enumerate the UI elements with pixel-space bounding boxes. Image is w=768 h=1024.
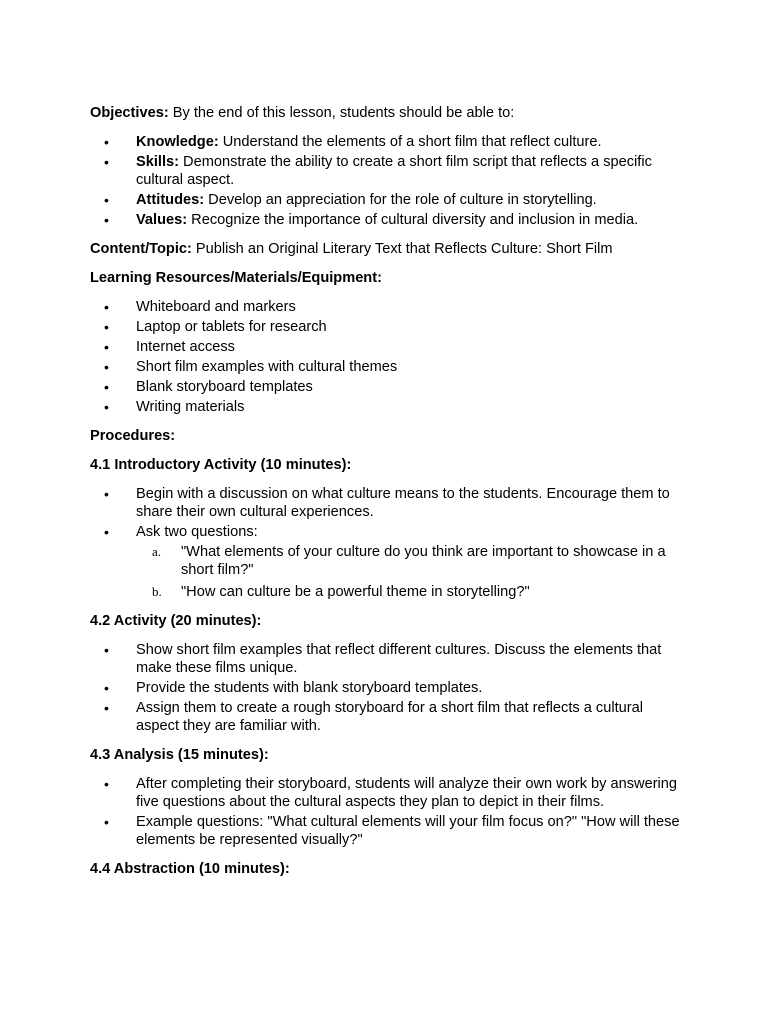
objective-text: Demonstrate the ability to create a short film script that reflects a specific cultural aspect. bbox=[136, 154, 652, 188]
objective-text: Develop an appreciation for the role of culture in storytelling. bbox=[204, 192, 597, 208]
question-text: "What elements of your culture do you think are important to showcase in a short film?" bbox=[181, 544, 666, 578]
objective-label: Attitudes: bbox=[136, 192, 205, 208]
resources-heading: Learning Resources/Materials/Equipment: bbox=[90, 270, 382, 286]
procedures-heading: Procedures: bbox=[90, 428, 176, 444]
question-text: "How can culture be a powerful theme in storytelling?" bbox=[181, 584, 530, 600]
analysis-list bbox=[90, 775, 680, 849]
content-topic-text: Publish an Original Literary Text that Reflects Culture: Short Film bbox=[191, 241, 613, 257]
objective-label: Values: bbox=[136, 212, 188, 228]
list-item: • Example questions: "What cultural elements will your film focus on?" "How will these elements be represented visually?" bbox=[90, 813, 680, 849]
resources-list bbox=[90, 298, 680, 416]
content-topic-label: Content/Topic: bbox=[90, 241, 192, 257]
objective-text: Understand the elements of a short film that reflect culture. bbox=[218, 134, 602, 150]
abstraction-heading: 4.4 Abstraction (10 minutes): bbox=[90, 861, 290, 877]
list-item: • Short film examples with cultural themes bbox=[90, 358, 680, 376]
questions-list bbox=[136, 543, 680, 601]
list-item bbox=[90, 211, 680, 229]
list-item: • Laptop or tablets for research bbox=[90, 318, 680, 336]
lesson-plan-document bbox=[90, 104, 680, 889]
list-item: • Show short film examples that reflect different cultures. Discuss the elements that make these films unique. bbox=[90, 641, 680, 677]
question-item bbox=[136, 543, 680, 579]
activity-heading: 4.2 Activity (20 minutes): bbox=[90, 613, 262, 629]
list-item bbox=[90, 523, 680, 601]
list-item: • Provide the students with blank storyboard templates. bbox=[90, 679, 680, 697]
objectives-intro: By the end of this lesson, students should be able to: bbox=[168, 105, 515, 121]
objective-label: Skills: bbox=[136, 154, 179, 170]
ask-questions-text: Ask two questions: bbox=[136, 524, 258, 540]
objectives-label: Objectives: bbox=[90, 105, 169, 121]
list-item: • Writing materials bbox=[90, 398, 680, 416]
introductory-activity-heading: 4.1 Introductory Activity (10 minutes): bbox=[90, 457, 352, 473]
question-item bbox=[136, 583, 680, 601]
analysis-heading: 4.3 Analysis (15 minutes): bbox=[90, 747, 269, 763]
list-item: • After completing their storyboard, students will analyze their own work by answering five questions about the cultural aspects they plan to depict in their films. bbox=[90, 775, 680, 811]
list-item bbox=[90, 191, 680, 209]
objectives-paragraph bbox=[90, 104, 680, 122]
list-item bbox=[90, 153, 680, 189]
question-marker: b. bbox=[152, 584, 162, 599]
list-item: • Internet access bbox=[90, 338, 680, 356]
activity-list bbox=[90, 641, 680, 735]
objective-label: Knowledge: bbox=[136, 134, 219, 150]
list-item: • Blank storyboard templates bbox=[90, 378, 680, 396]
objectives-list bbox=[90, 133, 680, 229]
introductory-activity-list bbox=[90, 485, 680, 601]
list-item: • Whiteboard and markers bbox=[90, 298, 680, 316]
content-topic-paragraph bbox=[90, 240, 680, 258]
list-item bbox=[90, 133, 680, 151]
list-item: • Begin with a discussion on what culture means to the students. Encourage them to share their own cultural experiences. bbox=[90, 485, 680, 521]
question-marker: a. bbox=[152, 544, 162, 559]
list-item: • Assign them to create a rough storyboard for a short film that reflects a cultural aspect they are familiar with. bbox=[90, 699, 680, 735]
objective-text: Recognize the importance of cultural diversity and inclusion in media. bbox=[187, 212, 639, 228]
